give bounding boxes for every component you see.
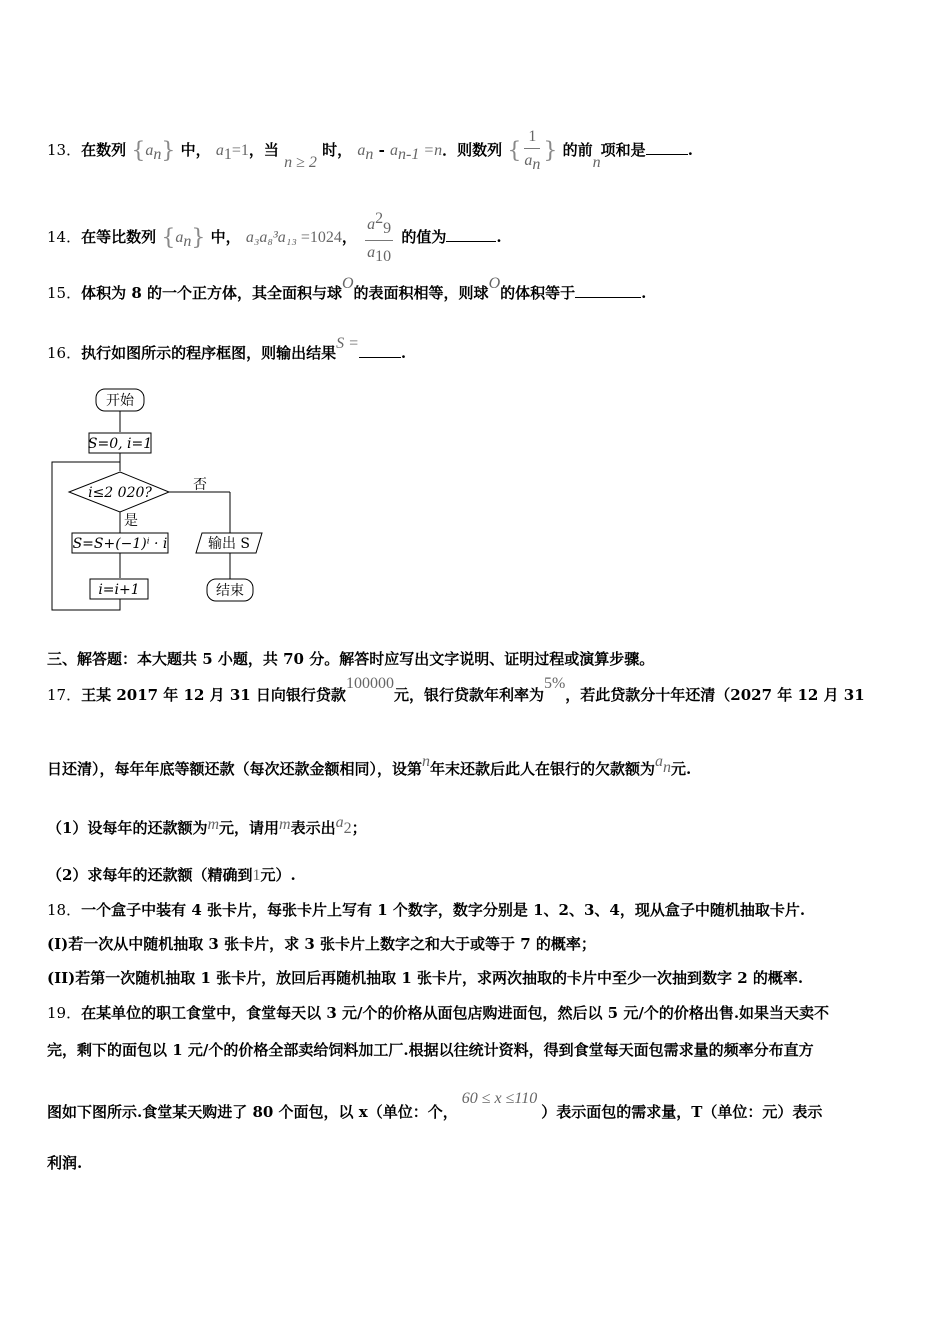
question-19-line-3: 图如下图所示.食堂某天购进了 80 个面包，以 x（单位：个，60 ≤ x ≤110）表示面包的需求量，T（单位：元）表示 xyxy=(47,1090,823,1121)
question-number: 18． xyxy=(47,901,82,919)
fraction-a9-over-a10: $\frac{a^2_9}{a_{10}}$ xyxy=(367,210,392,265)
question-19-line-2: 完，剩下的面包以 1 元/个的价格全部卖给饲料加工厂.根据以往统计资料，得到食堂每天面包需求量的频率分布直方 xyxy=(47,1041,814,1059)
flow-init-label: S=0, i=1 xyxy=(87,436,153,452)
answer-blank xyxy=(446,227,496,242)
question-16: 16．执行如图所示的程序框图，则输出结果S =. xyxy=(47,335,407,362)
flow-yes-label: 是 xyxy=(124,513,138,529)
answer-blank xyxy=(646,140,688,155)
flow-condition-label: i≤2 020? xyxy=(88,485,152,501)
question-17-cont: 日还清），每年年底等额还款（每次还款金额相同），设第n年末还款后此人在银行的欠款额为$a_n$元. xyxy=(47,753,692,778)
flow-increment-label: i=i+1 xyxy=(98,582,140,598)
question-number: 16． xyxy=(47,344,82,362)
question-18-part-1: (I)若一次从中随机抽取 3 张卡片，求 3 张卡片上数字之和大于或等于 7 的概率； xyxy=(47,935,596,953)
question-17-part-1: （1）设每年的还款额为m元，请用m表示出$a_2$； xyxy=(47,814,367,837)
question-19: 19．在某单位的职工食堂中，食堂每天以 3 元/个的价格从面包店购进面包，然后以 5 元/个的价格出售.如果当天卖不 xyxy=(47,1004,830,1022)
flow-end-label: 结束 xyxy=(216,583,244,599)
question-number: 17． xyxy=(47,686,82,704)
question-number: 19． xyxy=(47,1004,82,1022)
answer-blank xyxy=(359,343,401,358)
question-18: 18．一个盒子中装有 4 张卡片，每张卡片上写有 1 个数字，数字分别是 1、2、3、4，现从盒子中随机抽取卡片. xyxy=(47,901,806,919)
flow-output-label: 输出 S xyxy=(207,536,251,552)
flow-no-label: 否 xyxy=(193,477,207,493)
question-19-line-4: 利润. xyxy=(47,1154,83,1172)
question-18-part-2: (II)若第一次随机抽取 1 张卡片，放回后再随机抽取 1 张卡片，求两次抽取的卡片中至少一次抽到数字 2 的概率. xyxy=(47,969,804,987)
answer-blank xyxy=(575,283,641,298)
question-17: 17．王某 2017 年 12 月 31 日向银行贷款100000元，银行贷款年利率为5%，若此贷款分十年还清（2027 年 12 月 31 xyxy=(47,675,865,704)
question-14: 14．在等比数列 $\{a_n\}$ 中， a₃a₈³a₁₃ =1024， $\frac{a^2_9}{a_{10}}$ 的值为 . xyxy=(47,210,502,265)
section-three-heading: 三、解答题：本大题共 5 小题，共 70 分。解答时应写出文字说明、证明过程或演算步骤。 xyxy=(47,650,655,668)
question-number: 13． xyxy=(47,141,82,159)
question-17-part-2: （2）求每年的还款额（精确到1元）. xyxy=(47,866,296,884)
flow-start-label: 开始 xyxy=(106,393,134,409)
question-13: 13．在数列 $\{a_n\}$ 中， $a_1=1$，当 n ≥ 2 时， $a_n - a_{n-1} =n$．则数列 { $\frac{1}{a_n}$ } 的前n项和是 . xyxy=(47,128,693,173)
question-number: 14． xyxy=(47,228,82,246)
flow-body-label: S=S+(−1)ⁱ · i xyxy=(72,536,168,552)
fraction-one-over-an: $\frac{1}{a_n}$ xyxy=(524,128,541,173)
program-flowchart xyxy=(48,385,278,615)
question-number: 15． xyxy=(47,284,82,302)
question-15: 15．体积为 8 的一个正方体，其全面积与球O的表面积相等，则球O的体积等于 . xyxy=(47,275,647,302)
